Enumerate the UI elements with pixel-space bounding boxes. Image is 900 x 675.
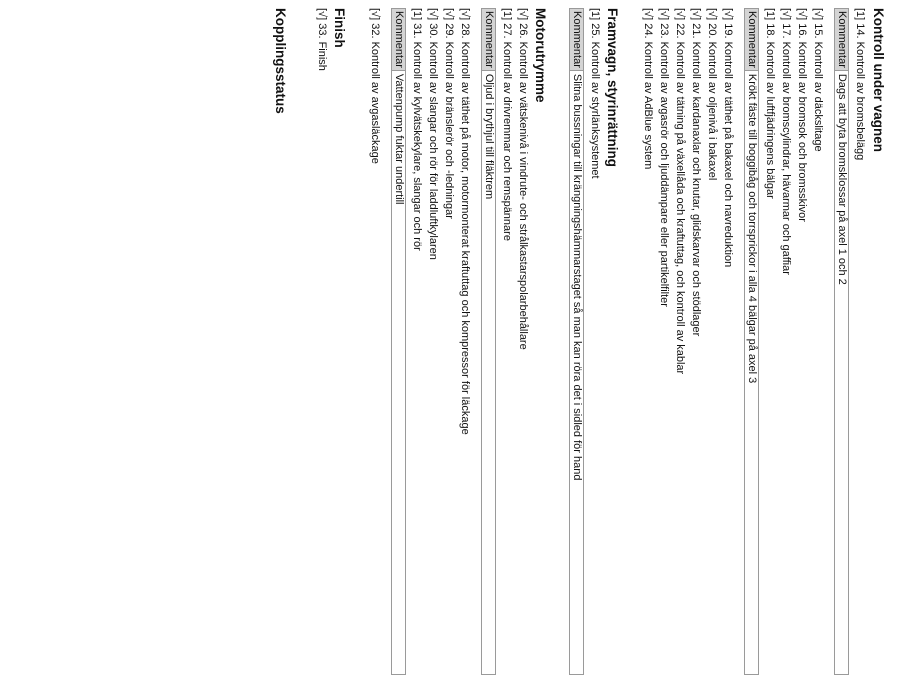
status-mark: [1] [764, 8, 776, 21]
status-mark: [1] [501, 8, 513, 21]
item-text: 14. Kontroll av bromsbelägg [854, 23, 866, 161]
item-text: 31. Kontroll av kylvätskekylare, slangar och rör [411, 23, 423, 251]
item-text: 18. Kontroll av luftfjädringens bälgar [764, 23, 776, 199]
checklist-item [674, 8, 686, 374]
comment-tag: Kommentar [392, 9, 405, 71]
item-text: 16. Kontroll av bromsok och bromsskivor [796, 23, 808, 222]
item-text: 19. Kontroll av täthet på bakaxel och navreduktion [722, 23, 734, 268]
item-text: 20. Kontroll av oljenivå i bakaxel [706, 23, 718, 181]
section-title: Motorutrymme [533, 8, 548, 103]
status-mark: [1] [589, 8, 601, 21]
checklist-item [443, 8, 455, 219]
status-mark: [√] [812, 8, 824, 21]
comment-tag: Kommentar [745, 9, 758, 71]
checklist-item [589, 8, 601, 179]
comment-text: Oljud i brythjul till fläktrem [483, 73, 495, 200]
checklist-item [642, 8, 654, 169]
checklist-item [812, 8, 824, 152]
checklist-item [706, 8, 718, 180]
checklist-item [690, 8, 702, 336]
comment-tag: Kommentar [482, 9, 495, 71]
item-text: 17. Kontroll av bromscylindrar, hävarmar och gaffiar [780, 23, 792, 275]
item-text: 33. Finish [316, 23, 328, 71]
section-title: Kontroll under vagnen [871, 8, 886, 153]
checklist-item [796, 8, 808, 222]
status-mark: [√] [443, 8, 455, 21]
status-mark: [1] [854, 8, 866, 21]
checklist-item [427, 8, 439, 260]
status-mark: [√] [690, 8, 702, 21]
comment-box [834, 8, 849, 675]
item-text: 22. Kontroll av tätning på växellåda och kraftuttag, och kontroll av kablar [674, 23, 686, 375]
checklist-item [316, 8, 328, 71]
checklist-item [854, 8, 866, 160]
item-text: 28. Kontroll av täthet på motor, motormonterat kraftuttag och kompressor för läckage [459, 23, 471, 435]
comment-text: Slitna bussningar till krängningshämmarstaget så man kan röra det i sidled för hand [571, 73, 583, 481]
comment-text: Krökt fäste till boggibåg och torrsprickor i alla 4 bälgar på axel 3 [746, 73, 758, 384]
checklist-item [780, 8, 792, 275]
status-mark: [√] [722, 8, 734, 21]
comment-box [569, 8, 584, 675]
item-text: 15. Kontroll av däckslitage [812, 23, 824, 152]
section-title: Finish [332, 8, 347, 48]
status-mark: [√] [517, 8, 529, 21]
status-mark: [√] [780, 8, 792, 21]
status-mark: [√] [316, 8, 328, 21]
status-mark: [1] [411, 8, 423, 21]
checklist-item [459, 8, 471, 435]
comment-text: Dags att byta bromsklossar på axel 1 och 2 [836, 73, 848, 285]
status-mark: [√] [796, 8, 808, 21]
item-text: 30. Kontroll av slangar och rör för laddluftkylaren [427, 23, 439, 260]
section-title: Framvagn, styrinrättning [605, 8, 620, 168]
checklist-item [722, 8, 734, 267]
checklist-item [517, 8, 529, 350]
checklist-item [411, 8, 423, 251]
status-mark: [√] [642, 8, 654, 21]
status-mark: [√] [706, 8, 718, 21]
comment-box [744, 8, 759, 675]
comment-box [391, 8, 406, 675]
comment-text: Vattenpump fuktar undertill [393, 73, 405, 205]
item-text: 21. Kontroll av kardanaxlar och knutar, glidskarvar och stödlager [690, 23, 702, 337]
item-text: 32. Kontroll av avgasläckage [369, 23, 381, 164]
checklist-item [369, 8, 381, 164]
item-text: 27. Kontroll av drivremmar och remspännare [501, 23, 513, 241]
status-mark: [√] [658, 8, 670, 21]
comment-box [481, 8, 496, 675]
item-text: 24. Kontroll av AdBlue system [642, 23, 654, 170]
item-text: 23. Kontroll av avgasrör och ljuddämpare eller partikelfilter [658, 23, 670, 307]
status-mark: [√] [459, 8, 471, 21]
item-text: 29. Kontroll av bränslerör och -ledningar [443, 23, 455, 219]
checklist-item [764, 8, 776, 199]
item-text: 25. Kontroll av styrlänksystemet [589, 23, 601, 179]
status-mark: [√] [369, 8, 381, 21]
status-mark: [√] [427, 8, 439, 21]
comment-tag: Kommentar [570, 9, 583, 71]
item-text: 26. Kontroll av vätskenivå i vindrute- och strålkastarspolarbehållare [517, 23, 529, 350]
checklist-item [658, 8, 670, 307]
checklist-item [501, 8, 513, 241]
status-mark: [√] [674, 8, 686, 21]
comment-tag: Kommentar [835, 9, 848, 71]
section-title: Kopplingsstatus [273, 8, 288, 114]
